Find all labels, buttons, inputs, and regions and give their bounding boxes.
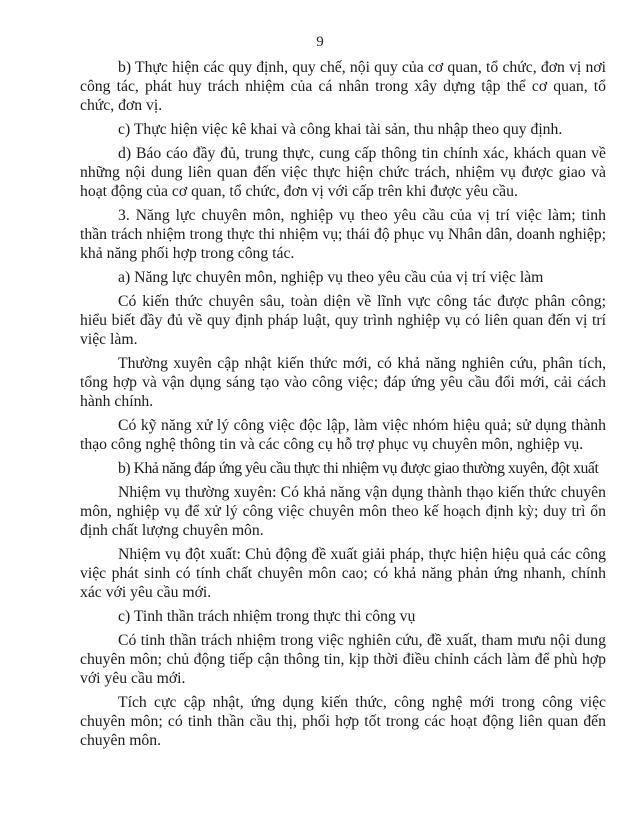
paragraph: Nhiệm vụ đột xuất: Chủ động đề xuất giải pháp, thực hiện hiệu quả các công việc phát sinh có tính chất chuyên môn cao; có khả năng phản ứng nhanh, chính xác với yêu cầu mới. [80,546,606,601]
paragraph: Có kỹ năng xử lý công việc độc lập, làm việc nhóm hiệu quả; sử dụng thành thạo công nghệ thông tin và các công cụ hỗ trợ phục vụ chuyên môn, nghiệp vụ. [80,417,606,453]
paragraph: Tích cực cập nhật, ứng dụng kiến thức, công nghệ mới trong công việc chuyên môn; có tinh thần cầu thị, phối hợp tốt trong các hoạt động liên quan đến chuyên môn. [80,694,606,749]
paragraph: c) Tinh thần trách nhiệm trong thực thi công vụ [118,608,416,625]
document-body [80,58,606,755]
paragraph: Có tinh thần trách nhiệm trong việc nghiên cứu, đề xuất, tham mưu nội dung chuyên môn; chủ động tiếp cận thông tin, kịp thời điều chỉnh cách làm để phù hợp với yêu cầu mới. [80,632,606,687]
paragraph: b) Khả năng đáp ứng yêu cầu thực thi nhiệm vụ được giao thường xuyên, đột xuất [118,460,599,477]
page-number: 9 [316,34,324,50]
paragraph: 3. Năng lực chuyên môn, nghiệp vụ theo yêu cầu của vị trí việc làm; tinh thần trách nhiệm trong thực thi nhiệm vụ; thái độ phục vụ Nhân dân, doanh nghiệp; khả năng phối hợp trong công tác. [80,207,606,262]
paragraph: c) Thực hiện việc kê khai và công khai tài sản, thu nhập theo quy định. [118,121,563,138]
paragraph: b) Thực hiện các quy định, quy chế, nội quy của cơ quan, tổ chức, đơn vị nơi công tác, phát huy trách nhiệm của cá nhân trong xây dựng tập thể cơ quan, tổ chức, đơn vị. [80,59,606,114]
paragraph: Thường xuyên cập nhật kiến thức mới, có khả năng nghiên cứu, phân tích, tổng hợp và vận dụng sáng tạo vào công việc; đáp ứng yêu cầu đổi mới, cải cách hành chính. [80,355,606,410]
paragraph: a) Năng lực chuyên môn, nghiệp vụ theo yêu cầu của vị trí việc làm [118,269,544,286]
paragraph: Nhiệm vụ thường xuyên: Có khả năng vận dụng thành thạo kiến thức chuyên môn, nghiệp vụ để xử lý công việc chuyên môn theo kế hoạch định kỳ; duy trì ổn định chất lượng chuyên môn. [80,484,606,539]
paragraph: d) Báo cáo đầy đủ, trung thực, cung cấp thông tin chính xác, khách quan về những nội dung liên quan đến việc thực hiện chức trách, nhiệm vụ được giao và hoạt động của cơ quan, tổ chức, đơn vị với cấp trên khi được yêu cầu. [80,145,606,200]
paragraph: Có kiến thức chuyên sâu, toàn diện về lĩnh vực công tác được phân công; hiểu biết đầy đủ về quy định pháp luật, quy trình nghiệp vụ có liên quan đến vị trí việc làm. [80,293,606,348]
